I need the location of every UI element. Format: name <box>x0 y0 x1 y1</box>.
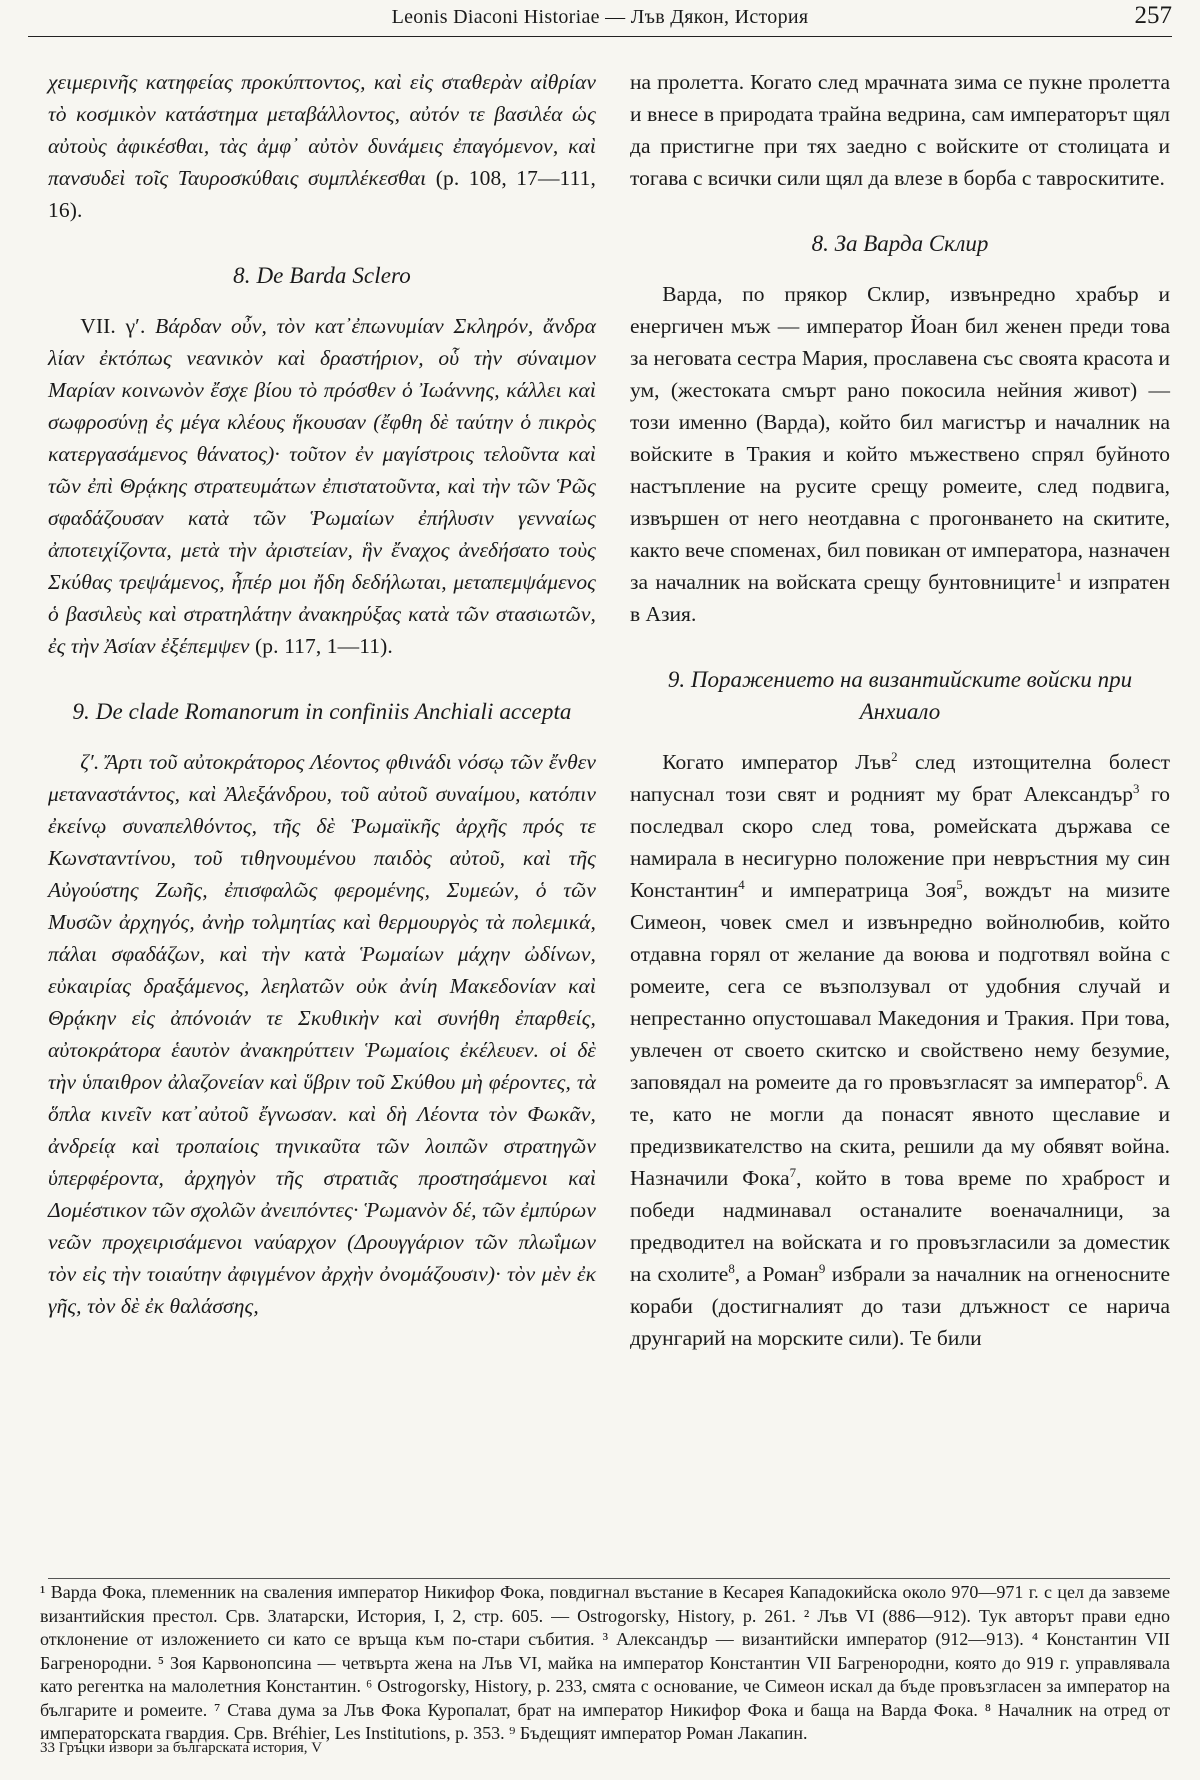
greek-column <box>48 66 596 1322</box>
chapter-marker: VII. γ′. <box>80 314 146 338</box>
bulgarian-text: избрали за началник на огненосните кораби (достигналият до тази длъжност се нарича друнгарий на морските сили). Те били <box>630 1262 1170 1350</box>
footnote-marker: 2 <box>891 749 898 764</box>
bulgarian-paragraph <box>630 278 1170 630</box>
page-number: 257 <box>1134 2 1172 29</box>
footnote-marker: 5 <box>956 877 963 892</box>
running-title: Leonis Diaconi Historiae — Лъв Дякон, История <box>391 6 809 28</box>
bulgarian-text: и изпратен в Азия. <box>630 570 1170 626</box>
page-reference: (p. 117, 1—11). <box>249 634 393 658</box>
bulgarian-paragraph: на пролетта. Когато след мрачната зима се пукне пролетта и внесе в природата трайна ведрина, сам императорът щял да пристигне при тях заедно с войските от столицата и тогава с всички сили щял да влезе в борба с тавроскитите. <box>630 70 1170 190</box>
greek-paragraph: ζ′. Ἄρτι τοῦ αὐτοκράτορος Λέοντος φθινάδι νόσῳ τῶν ἔνθεν μεταναστάντος, καὶ Ἀλεξάνδρου, τοῦ αὐτοῦ συναίμου, κατόπιν ἐκείνῳ συναπελθόντος, τῆς δὲ Ῥωμαϊκῆς ἀρχῆς πρός τε Κωνσταντίνου, τοῦ τιθηνουμένου παιδὸς αὐτοῦ, καὶ τῆς Αὐγούστης Ζωῆς, ἐπισφαλῶς φερομένης, Συμεών, ὁ τῶν Μυσῶν ἀρχηγός, ἀνὴρ τολμητίας καὶ θερμουργὸς τὰ πολεμικά, πάλαι σφαδάζων, καὶ τὴν κατὰ Ῥωμαίων μάχην ὠδίνων, εὐκαιρίας δραξάμενος, λεηλατῶν οὐκ ἀνίη Μακεδονίαν καὶ Θρᾴκην εἰς ἀπόνοιάν τε Σκυθικὴν καὶ συνήθη ἐπαρθείς, αὐτοκράτορα ἑαυτὸν ἀνακηρύττειν Ῥωμαίοις ἐκέλευεν. οἱ δὲ τὴν ὑπαιθρον ἀλαζονείαν καὶ ὕβριν τοῦ Σκύθου μὴ φέροντες, τὰ ὅπλα κινεῖν κατ᾿αὐτοῦ ἔγνωσαν. καὶ δὴ Λέοντα τὸν Φωκᾶν, ἀνδρείᾳ καὶ τροπαίοις τηνικαῦτα τῶν λοιπῶν στρατηγῶν ὑπερφέροντα, ἀρχηγὸν τῆς στρατιᾶς προστησάμενοι καὶ Δομέστικον τῶν σχολῶν ἀνειπόντες· Ῥωμανὸν δέ, τῶν ἐμπύρων νεῶν προχειρισάμενοι ναύαρχον (Δρουγγάριον τῶν πλωΐμων τὸν εἰς τὴν τοιαύτην ἀφιγμένον ἀρχὴν ὀνομάζουσιν)· τὸν μὲν ἐκ γῆς, τὸν δὲ ἐκ θαλάσσης, <box>48 750 596 1318</box>
greek-text: χειμερινῆς κατηφείας προκύπτοντος, καὶ εἰς σταθερὰν αἰθρίαν τὸ κοσμικὸν κατάστημα μεταβάλλοντος, αὐτόν τε βασιλέα ὡς αὐτοὺς ἀφικέσθαι, τὰς ἀμφ᾿ αὐτὸν δυνάμεις ἐπαγόμενον, καὶ πανσυδεὶ τοῖς Ταυροσκύθαις συμπλέκεσθαι <box>48 70 596 190</box>
footnote-divider <box>48 1578 1170 1579</box>
bulgarian-text: , а Роман <box>734 1262 819 1286</box>
printer-signature: 33 Гръцки извори за българската история, V <box>40 1740 323 1756</box>
page-reference: (p. 108, 17—111, 16). <box>48 166 596 222</box>
footnote-marker: 7 <box>789 1165 797 1180</box>
bulgarian-paragraph <box>630 746 1170 1354</box>
section-heading-8-latin: 8. De Barda Sclero <box>233 263 411 288</box>
footnote-marker: 3 <box>1133 781 1140 796</box>
bulgarian-column <box>630 66 1170 1354</box>
bulgarian-text: Варда, по прякор Склир, извънредно храбър и енергичен мъж — император Йоан бил женен преди това за неговата сестра Мария, прославена със своята красота и ум, (жестоката смърт рано покосила нейния живот) — този именно (Варда), който бил магистър и началник на войските в Тракия и който мъжествено спрял буйното настъпление на русите срещу ромеите, след подвига, извършен от него неотдавна с прогонването на скитите, както вече споменах, бил повикан от императора, назначен за началник на войската срещу бунтовниците <box>630 282 1170 594</box>
section-heading-9-latin: 9. De clade Romanorum in confiniis Anchiali accepta <box>72 699 572 724</box>
bulgarian-text: , вождът на мизите Симеон, човек смел и извънредно войнолюбив, който отдавна горял от желание да воюва и подготвял война с ромеите, сега се възползувал от удобния случай и непрестанно опустошавал Македония и Тракия. При това, увлечен от своето скитско и свойствено нему безумие, заповядал на ромеите да го провъзгласят за император <box>630 878 1170 1094</box>
footnote-marker: 1 <box>1055 569 1063 584</box>
greek-paragraph <box>48 66 596 226</box>
bulgarian-text: , който в това време по храброст и победи надминавал останалите военачалници, за предводител на войската и го провъзгласили за доместик на схолите <box>630 1166 1170 1286</box>
bulgarian-text: го последвал скоро след това, ромейската държава се намирала в несигурно положение при невръстния му син Константин <box>630 782 1170 902</box>
greek-text: Βάρδαν οὖν, τὸν κατ᾿ἐπωνυμίαν Σκληρόν, ἄνδρα λίαν ἐκτόπως νεανικὸν καὶ δραστήριον, οὗ τὴν σύναιμον Μαρίαν κοινωνὸν ἔσχε βίου τὸ πρόσθεν ὁ Ἰωάννης, κάλλει καὶ σωφροσύνῃ ἐς μέγα κλέους ἥκουσαν (ἔφθη δὲ ταύτην ὁ πικρὸς κατεργασάμενος θάνατος)· τοῦτον ἐν μαγίστροις τελοῦντα καὶ τῶν ἐπὶ Θρᾴκης στρατευμάτων ἐπιστατοῦντα, καὶ τὴν τῶν Ῥῶς σφαδάζουσαν κατὰ τῶν Ῥωμαίων ἐπήλυσιν γενναίως ἀποτειχίζοντα, μετὰ τὴν ἀριστείαν, ἣν ἔναχος ἀνεδήσατο τοὺς Σκύθας τρεψάμενος, ἧπέρ μοι ἤδη δεδήλωται, μεταπεμψάμενος ὁ βασιλεὺς καὶ στρατηλάτην ἀνακηρύξας κατὰ τῶν στασιωτῶν, ἐς τὴν Ἀσίαν ἐξέπεμψεν <box>48 314 596 658</box>
footnote-marker: 9 <box>818 1261 826 1276</box>
greek-paragraph <box>48 310 596 662</box>
section-heading-8-bulgarian: 8. За Варда Склир <box>811 231 989 256</box>
footnotes <box>40 1581 1170 1746</box>
bulgarian-text: Когато император Лъв <box>662 750 892 774</box>
footnote-text: ¹ Варда Фока, племенник на сваления император Никифор Фока, повдигнал въстание в Кесарея Кападокийска около 970—971 г. с цел да завземе византийския престол. Срв. Златарски, История, I, 2, стр. 605. — Ostrogorsky, History, p. 261. ² Лъв VI (886—912). Тук авторът прави едно отклонение от изложението си като се връща към по-стари събития. ³ Александър — византийски император (912—913). ⁴ Константин VII Багренородни. ⁵ Зоя Карвонопсина — четвърта жена на Лъв VI, майка на император Константин VII Багренородни, която до 919 г. управлявала като регентка на малолетния Константин. ⁶ Ostrogorsky, History, p. 233, смята с основание, че Симеон искал да бъде провъзгласен за император на българите и ромеите. ⁷ Става дума за Лъв Фока Куропалат, брат на император Никифор Фока и баща на Варда Фока. ⁸ Началник на отред от императорската гвардия. Срв. Bréhier, Les Institutions, p. 353. ⁹ Бъдещият император Роман Лакапин. <box>40 1582 1170 1743</box>
footnote-marker: 8 <box>728 1261 735 1276</box>
bulgarian-text: след изтощителна болест напуснал този свят и родният му брат Александър <box>630 750 1170 806</box>
running-header <box>28 0 1172 37</box>
bulgarian-text: . А те, като не могли да понасят явното щеславие и предизвикателство на скита, решили да му обявят война. Назначили Фока <box>630 1070 1170 1190</box>
section-heading-9-bulgarian: 9. Поражението на византийските войски при Анхиало <box>667 667 1133 724</box>
footnote-marker: 4 <box>738 877 745 892</box>
footnote-marker: 6 <box>1136 1069 1143 1084</box>
bulgarian-text: и императрица Зоя <box>744 878 957 902</box>
